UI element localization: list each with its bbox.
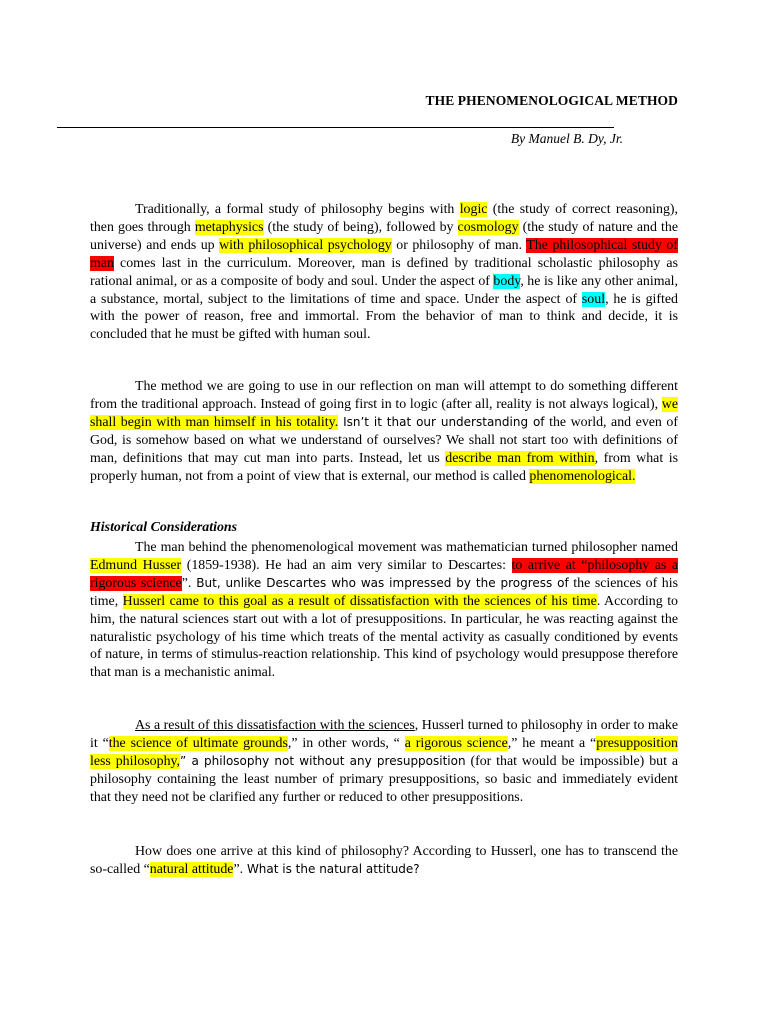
- text-run: Traditionally, a formal study of philosophy begins with: [135, 202, 460, 217]
- text-run: The man behind the phenomenological movement was mathematician turned philosopher named: [135, 540, 678, 555]
- paragraph-1: [90, 201, 678, 344]
- text-run: (the study of correct reasoning), then goes through: [90, 202, 678, 235]
- paragraph-3: [90, 539, 678, 682]
- highlight-phenomenological: phenomenological.: [529, 468, 636, 484]
- text-run: Isn’t it that our understanding of: [338, 414, 545, 429]
- document-title: THE PHENOMENOLOGICAL METHOD: [425, 93, 678, 108]
- paragraph-4: [90, 717, 678, 807]
- text-run: (for that would be impossible) but a philosophy containing the least number of primary presuppositions, so basic and immediately evident that they need not be clarified any further or reduced to other presuppositions.: [90, 753, 678, 805]
- text-run: ”.: [233, 861, 244, 877]
- highlight-edmund-husser: Edmund Husser: [90, 557, 182, 573]
- paragraph-5: [90, 843, 678, 879]
- text-run: . According to him, the natural sciences start out with a lot of presuppositions. In particular, he was reacting against the naturalistic psychology of his time which treats of the mental activity as casually conditioned by events of nature, in terms of stimulus-reaction relationship. This kind of psychology would presuppose therefore that man is a mechanistic animal.: [90, 593, 678, 681]
- text-run: , Husserl turned to philosophy in order to make it “: [90, 718, 678, 751]
- highlight-presupposition-less: presupposition less philosophy,: [90, 735, 678, 769]
- text-run: comes last in the curriculum. Moreover, man is defined by traditional scholastic philosophy as rational animal, or as a composite of body and soul. Under the aspect of: [90, 255, 678, 289]
- text-run: ,” in other words, “: [287, 735, 405, 751]
- text-run: , from what is properly human, not from a point of view that is external, our method is called: [90, 450, 678, 484]
- section-heading: Historical Considerations: [90, 520, 238, 535]
- text-run: the world, and even of God, is somehow based on what we understand of ourselves? We shall not start too with definitions of man, definitions that may cut man into parts. Instead, let us: [90, 414, 678, 466]
- highlight-a-rigorous-science: a rigorous science: [404, 735, 508, 751]
- text-run: ,” he meant a “: [507, 735, 597, 751]
- highlight-natural-attitude: natural attitude: [149, 861, 234, 877]
- highlight-metaphysics: metaphysics: [194, 219, 264, 235]
- text-run: The method we are going to use in our reflection on man will attempt to do something different from the traditional approach. Instead of going first in to logic (after all, reality is not always logical),: [90, 379, 678, 412]
- highlight-ultimate-grounds: the science of ultimate grounds: [108, 735, 288, 751]
- highlight-rigorous-science: to arrive at “philosophy as a rigorous science: [90, 557, 679, 591]
- text-run: , he is like any other animal, a substance, mortal, subject to the limitations of time and space. Under the aspect of: [90, 273, 678, 307]
- highlight-philosophical-psychology: with philosophical psychology: [219, 237, 392, 253]
- text-run: , he is gifted with the power of reason, free and immortal. From the behavior of man to think and decide, it is concluded that he must be gifted with human soul.: [90, 291, 678, 343]
- author-byline: By Manuel B. Dy, Jr.: [510, 131, 623, 146]
- text-run: the sciences of his time,: [90, 575, 678, 609]
- text-run: How does one arrive at this kind of philosophy? According to Husserl, one has to transcend the so-called “: [90, 844, 678, 877]
- highlight-soul: soul: [581, 291, 606, 307]
- highlight-body: body: [493, 273, 521, 289]
- text-run: (1859-1938). He had an aim very similar to Descartes:: [181, 557, 512, 573]
- text-run: ”.: [181, 575, 192, 591]
- text-run: or philosophy of man.: [391, 237, 527, 253]
- text-run: What is the natural attitude?: [243, 861, 420, 876]
- highlight-logic: logic: [459, 202, 488, 217]
- highlight-philosophical-study: The philosophical study of man: [90, 237, 679, 271]
- highlight-dissatisfaction: Husserl came to this goal as a result of dissatisfaction with the sciences of his time: [122, 593, 597, 609]
- highlight-man-from-within: describe man from within: [445, 450, 595, 466]
- text-run: (the study of nature and the universe) and ends up: [90, 219, 678, 253]
- paragraph-2: [90, 378, 678, 485]
- text-run: ” a philosophy not without any presupposition: [180, 753, 466, 768]
- highlight-man-totality: we shall begin with man himself in his totality.: [90, 396, 678, 430]
- title-divider: [57, 127, 614, 128]
- text-run: (the study of being), followed by: [263, 219, 458, 235]
- highlight-cosmology: cosmology: [457, 219, 519, 235]
- text-run: But, unlike Descartes who was impressed by the progress of: [191, 575, 569, 590]
- underlined-text: As a result of this dissatisfaction with the sciences: [135, 718, 415, 733]
